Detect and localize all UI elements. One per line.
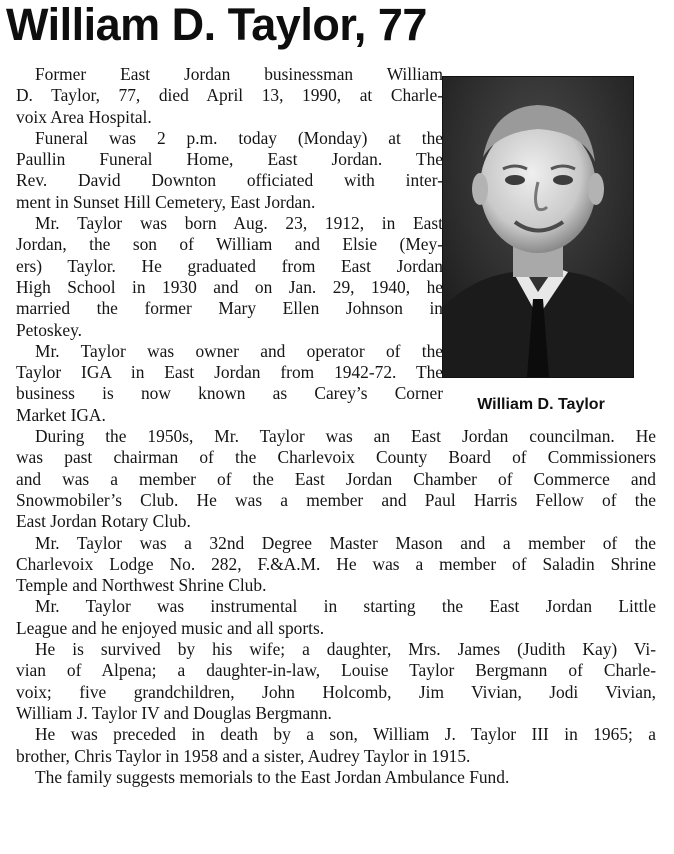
text-line: D. Taylor, 77, died April 13, 1990, at Charle-	[16, 85, 443, 106]
text-line: Jordan, the son of William and Elsie (Mey-	[16, 234, 443, 255]
text-line: business is now known as Carey’s Corner	[16, 383, 443, 404]
text-line: Mr. Taylor was a 32nd Degree Master Mason and a member of the	[35, 532, 656, 553]
text-line: High School in 1930 and on Jan. 29, 1940, he	[16, 276, 443, 297]
text-line: was past chairman of the Charlevoix County Board of Commissioners	[16, 447, 656, 468]
text-line: married the former Mary Ellen Johnson in	[16, 298, 443, 319]
photo-caption: William D. Taylor	[477, 396, 605, 413]
text-line: Temple and Northwest Shrine Club.	[16, 575, 267, 596]
text-line: The family suggests memorials to the East Jordan Ambulance Fund.	[35, 766, 510, 787]
text-line: Mr. Taylor was born Aug. 23, 1912, in East	[35, 213, 443, 234]
text-line: Snowmobiler’s Club. He was a member and Paul Harris Fellow of the	[16, 489, 656, 510]
text-line: He was preceded in death by a son, William J. Taylor III in 1965; a	[35, 724, 656, 745]
text-line: Taylor IGA in East Jordan from 1942-72. The	[16, 362, 443, 383]
obituary-body	[16, 64, 658, 788]
text-line: vian of Alpena; a daughter-in-law, Louise Taylor Bergmann of Charle-	[16, 660, 656, 681]
text-line: voix; five grandchildren, John Holcomb, Jim Vivian, Jodi Vivian,	[16, 681, 656, 702]
text-line: and was a member of the East Jordan Chamber of Commerce and	[16, 468, 656, 489]
text-line: During the 1950s, Mr. Taylor was an East Jordan councilman. He	[35, 426, 656, 447]
text-line: ment in Sunset Hill Cemetery, East Jordan.	[16, 191, 316, 212]
text-line: Mr. Taylor was instrumental in starting the East Jordan Little	[35, 596, 656, 617]
text-line: Market IGA.	[16, 404, 106, 425]
text-line: Funeral was 2 p.m. today (Monday) at the	[35, 127, 443, 148]
text-line: brother, Chris Taylor in 1958 and a sister, Audrey Taylor in 1915.	[16, 745, 471, 766]
text-line: East Jordan Rotary Club.	[16, 511, 191, 532]
text-line: Mr. Taylor was owner and operator of the	[35, 340, 443, 361]
narrow-text-block	[16, 64, 658, 426]
text-line: Former East Jordan businessman William	[35, 64, 443, 84]
text-line: William J. Taylor IV and Douglas Bergmann.	[16, 702, 332, 723]
text-line: Paullin Funeral Home, East Jordan. The	[16, 149, 443, 170]
wide-text-block	[16, 426, 658, 788]
text-line: voix Area Hospital.	[16, 106, 152, 127]
text-line: Charlevoix Lodge No. 282, F.&A.M. He was a member of Saladin Shrine	[16, 553, 656, 574]
text-line: ers) Taylor. He graduated from East Jordan	[16, 255, 443, 276]
text-line: Petoskey.	[16, 319, 83, 340]
text-line: He is survived by his wife; a daughter, Mrs. James (Judith Kay) Vi-	[35, 639, 656, 660]
text-line: League and he enjoyed music and all sports.	[16, 617, 325, 638]
text-line: Rev. David Downton officiated with inter-	[16, 170, 443, 191]
headline: William D. Taylor, 77	[6, 0, 427, 50]
